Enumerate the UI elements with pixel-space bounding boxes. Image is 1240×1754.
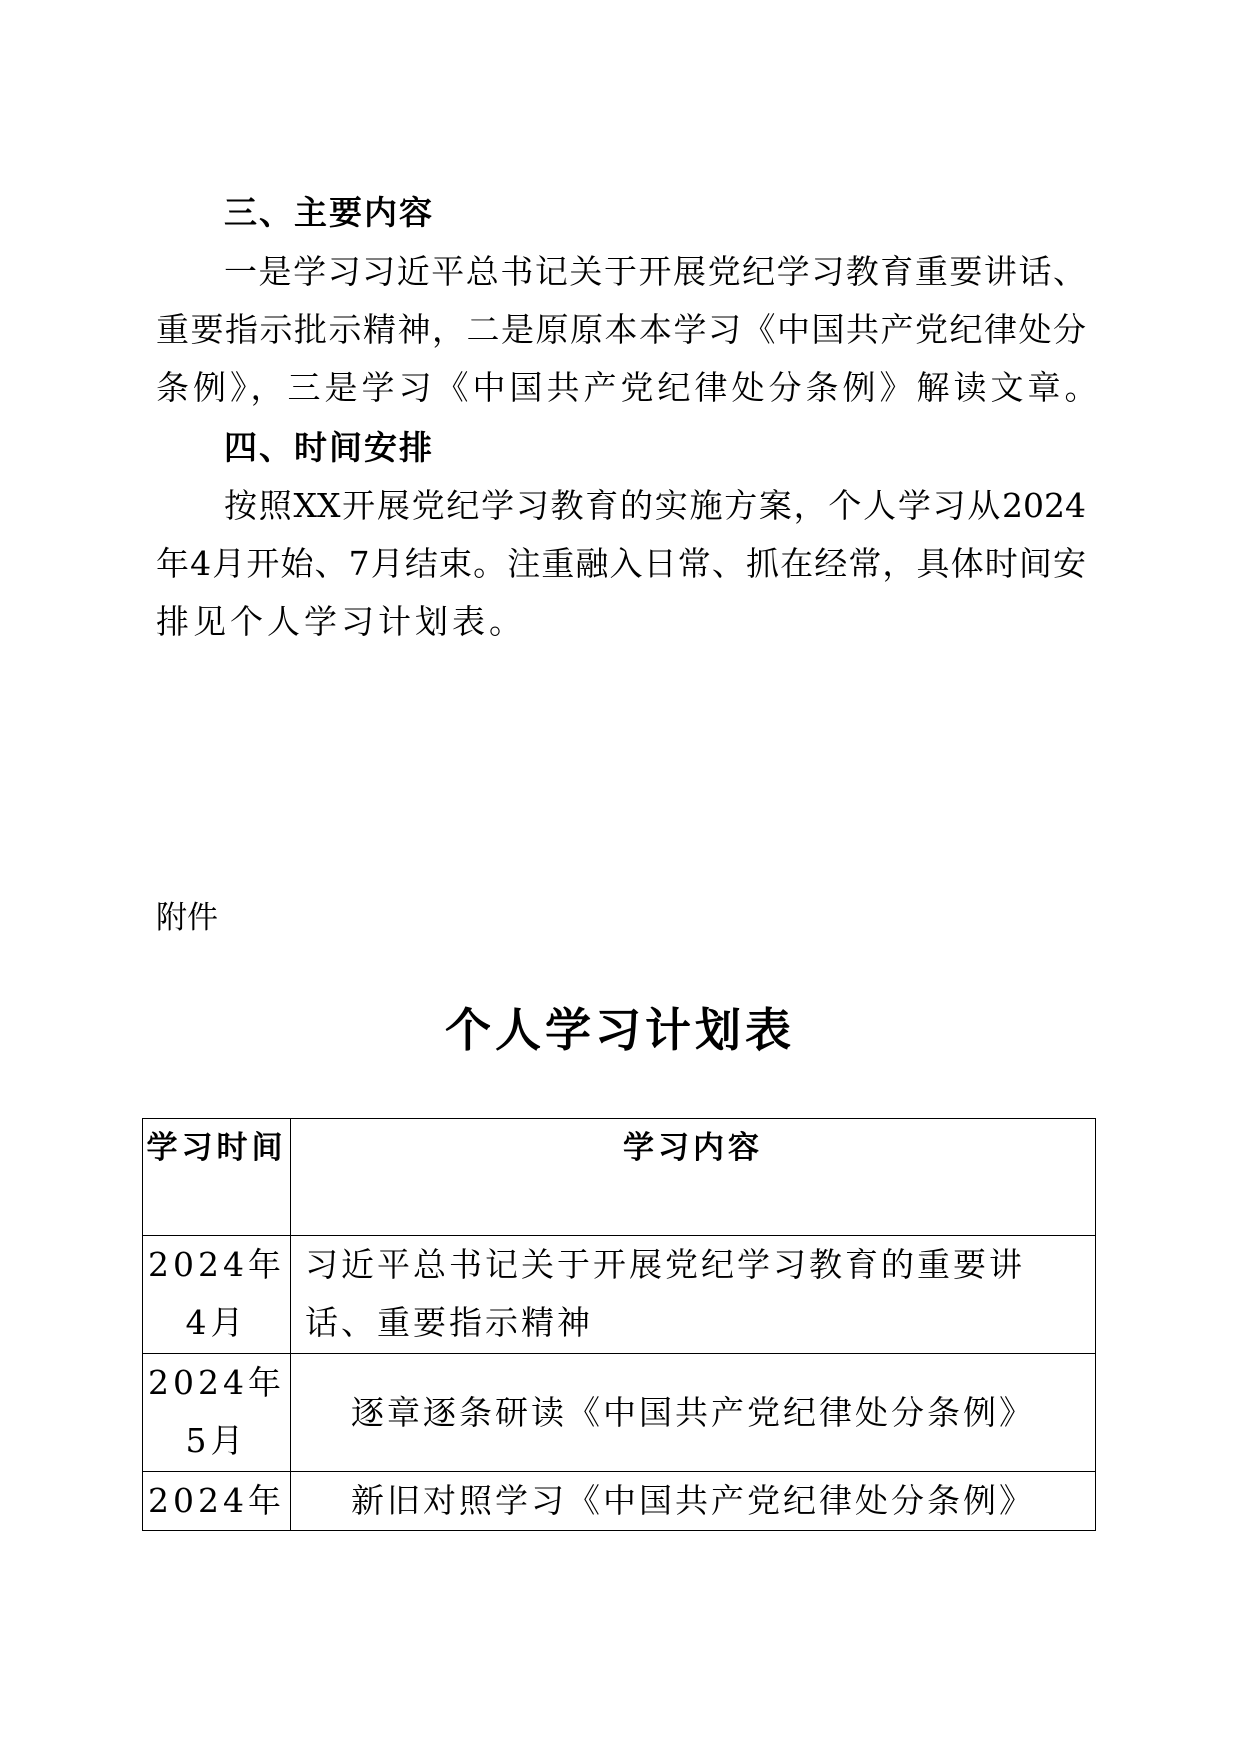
row-content: 习近平总书记关于开展党纪学习教育的重要讲话、重要指示精神 <box>291 1236 1096 1354</box>
table-row <box>143 1472 1096 1531</box>
row-content: 新旧对照学习《中国共产党纪律处分条例》 <box>291 1472 1096 1531</box>
paragraph-line: 一是学习习近平总书记关于开展党纪学习教育重要讲话、 <box>224 252 1086 291</box>
paragraph-line: 排见个人学习计划表。 <box>156 602 526 641</box>
table-title: 个人学习计划表 <box>445 1003 795 1057</box>
paragraph-line: 年4月开始、7月结束。注重融入日常、抓在经常，具体时间安 <box>156 544 1086 583</box>
paragraph-line: 重要指示批示精神，二是原原本本学习《中国共产党纪律处分 <box>156 310 1086 349</box>
row-date: 2024年4月 <box>143 1236 291 1354</box>
row-content: 逐章逐条研读《中国共产党纪律处分条例》 <box>291 1354 1096 1472</box>
paragraph-line: 条例》，三是学习《中国共产党纪律处分条例》解读文章。 <box>156 368 1102 407</box>
paragraph-line: 按照XX开展党纪学习教育的实施方案，个人学习从2024 <box>224 486 1086 525</box>
section-heading-schedule: 四、时间安排 <box>224 428 434 467</box>
header-study-content: 学习内容 <box>291 1119 1096 1236</box>
study-plan-table <box>142 1118 1096 1531</box>
table-header-row <box>143 1119 1096 1236</box>
header-study-time: 学习时间 <box>143 1119 291 1236</box>
row-date: 2024年 <box>143 1472 291 1531</box>
table-row <box>143 1236 1096 1354</box>
row-date: 2024年5月 <box>143 1354 291 1472</box>
section-heading-main-content: 三、主要内容 <box>224 193 434 232</box>
attachment-label: 附件 <box>156 900 218 936</box>
table-row <box>143 1354 1096 1472</box>
